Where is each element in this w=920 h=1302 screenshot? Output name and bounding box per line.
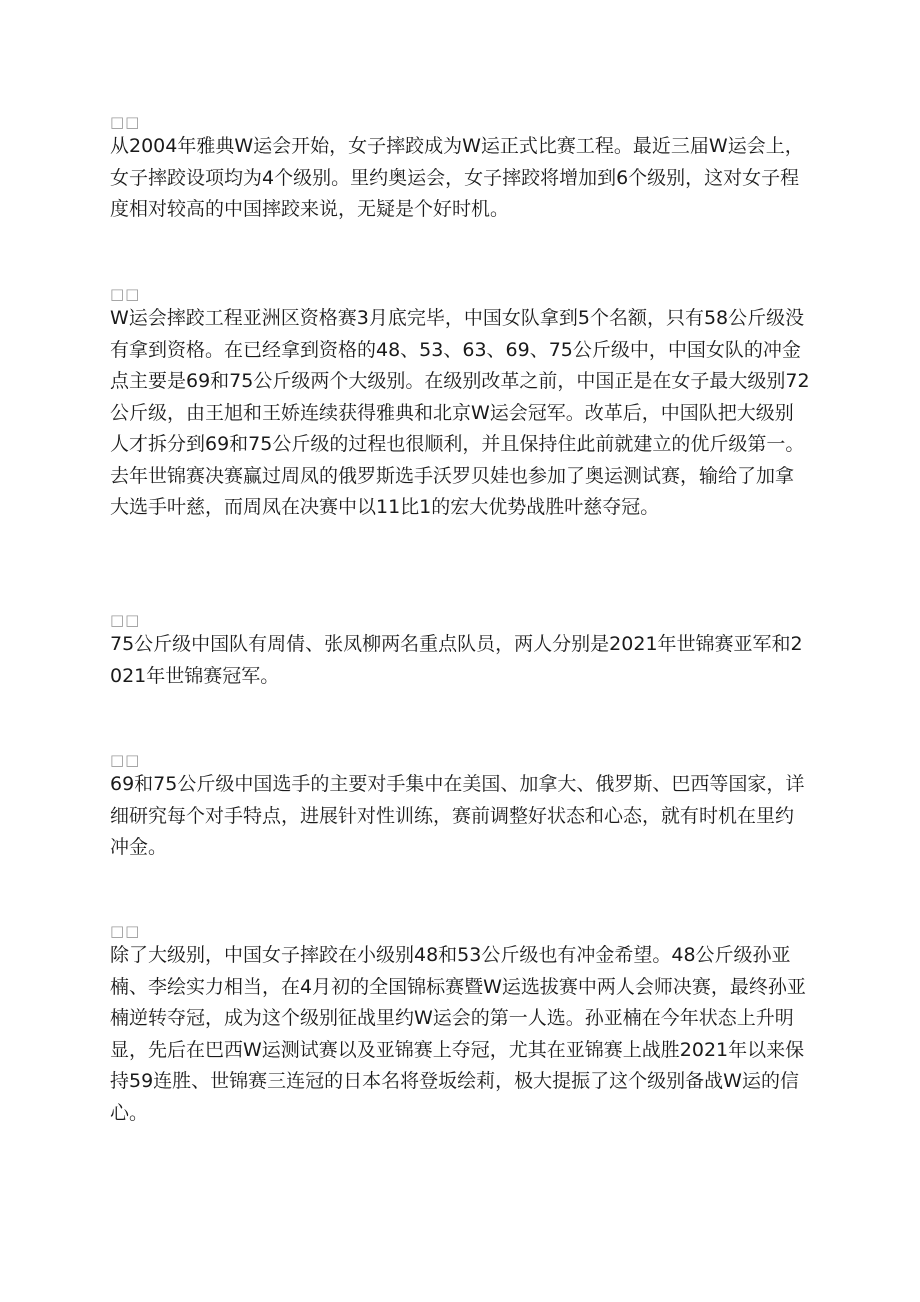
section-5 [110, 922, 810, 1129]
section-marker: □□ [110, 922, 141, 940]
section-marker: □□ [110, 611, 141, 629]
paragraph: 69和75公斤级中国选手的主要对手集中在美国、加拿大、俄罗斯、巴西等国家，详细研究每个对手特点，进展针对性训练，赛前调整好状态和心态，就有时机在里约冲金。 [110, 773, 805, 858]
section-marker: □□ [110, 285, 141, 303]
paragraph: 从2004年雅典W运会开始，女子摔跤成为W运正式比赛工程。最近三届W运会上，女子摔跤设项均为4个级别。里约奥运会，女子摔跤将增加到6个级别，这对女子程度相对较高的中国摔跤来说，无疑是个好时机。 [110, 135, 804, 220]
paragraph: 75公斤级中国队有周倩、张凤柳两名重点队员，两人分别是2021年世锦赛亚军和2021年世锦赛冠军。 [110, 633, 803, 687]
section-2 [110, 285, 810, 524]
paragraph: W运会摔跤工程亚洲区资格赛3月底完毕，中国女队拿到5个名额，只有58公斤级没有拿到资格。在已经拿到资格的48、53、63、69、75公斤级中，中国女队的冲金点主要是69和75公斤级两个大级别。在级别改革之前，中国正是在女子最大级别72公斤级，由王旭和王娇连续获得雅典和北京W运会冠军。改革后，中国队把大级别人才拆分到69和75公斤级的过程也很顺利，并且保持住此前就建立的优斤级第一。去年世锦赛决赛赢过周凤的俄罗斯选手沃罗贝娃也参加了奥运测试赛，输给了加拿大选手叶慈，而周凤在决赛中以11比1的宏大优势战胜叶慈夺冠。 [110, 307, 810, 518]
section-marker: □□ [110, 113, 141, 131]
section-3 [110, 611, 810, 692]
section-1 [110, 113, 810, 226]
section-4 [110, 751, 810, 864]
paragraph: 除了大级别，中国女子摔跤在小级别48和53公斤级也有冲金希望。48公斤级孙亚楠、李绘实力相当，在4月初的全国锦标赛暨W运选拔赛中两人会师决赛，最终孙亚楠逆转夺冠，成为这个级别征战里约W运会的第一人选。孙亚楠在今年状态上升明显，先后在巴西W运测试赛以及亚锦赛上夺冠，尤其在亚锦赛上战胜2021年以来保持59连胜、世锦赛三连冠的日本名将登坂绘莉，极大提振了这个级别备战W运的信心。 [110, 944, 806, 1124]
section-marker: □□ [110, 751, 141, 769]
